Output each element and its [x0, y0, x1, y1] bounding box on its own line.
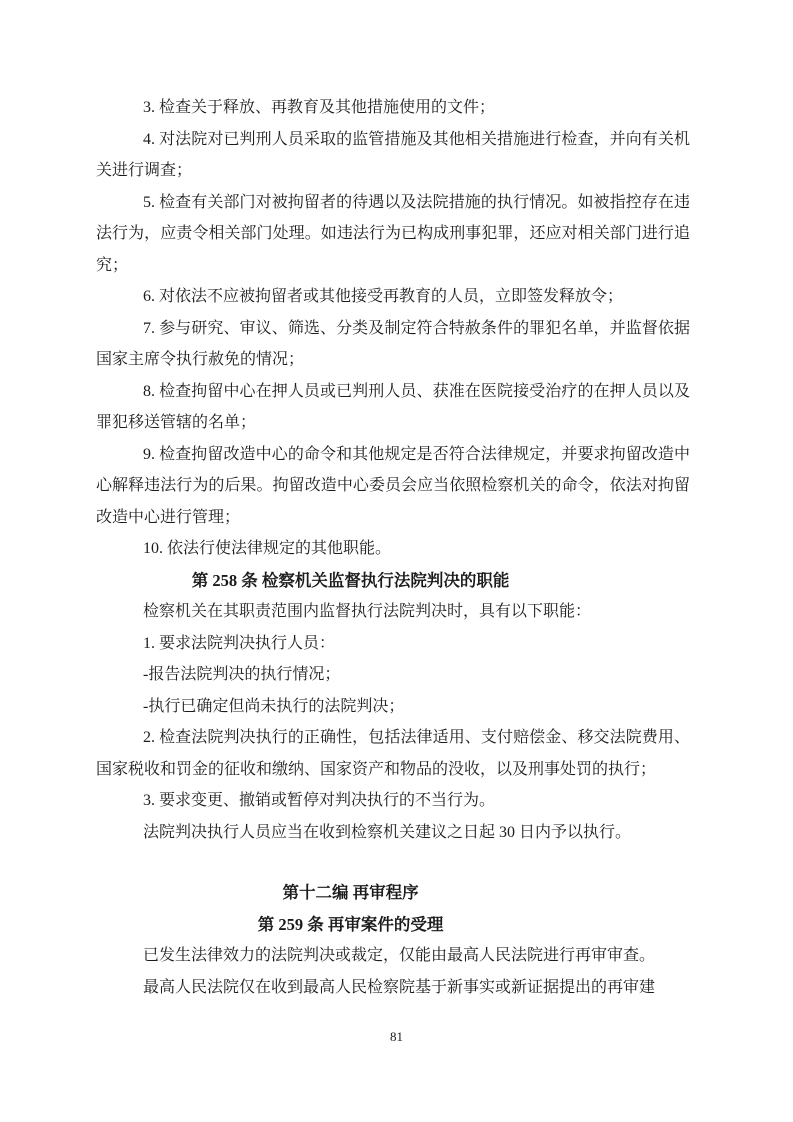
paragraph: 法院判决执行人员应当在收到检察机关建议之日起 30 日内予以执行。	[143, 823, 632, 841]
page-number: 81	[390, 1029, 403, 1044]
document-body	[96, 92, 690, 1003]
paragraph: 已发生法律效力的法院判决或裁定，仅能由最高人民法院进行再审审查。	[143, 947, 656, 964]
paragraph: 检察机关在其职责范围内监督执行法院判决时，具有以下职能：	[143, 603, 592, 620]
paragraph: 7. 参与研究、审议、筛选、分类及制定符合特赦条件的罪犯名单，并监督依据国家主席令执行赦免的情况；	[96, 319, 690, 368]
paragraph: 1. 要求法院判决执行人员：	[143, 634, 336, 652]
paragraph: 10. 依法行使法律规定的其他职能。	[143, 540, 392, 557]
section-heading: 第十二编 再审程序	[282, 883, 419, 902]
section-heading: 第 259 条 再审案件的受理	[257, 914, 444, 934]
section-heading: 第 258 条 检察机关监督执行法院判决的职能	[191, 570, 510, 590]
paragraph: 5. 检查有关部门对被拘留者的待遇以及法院措施的执行情况。如被指控存在违法行为，应责令相关部门处理。如违法行为已构成刑事犯罪，还应对相关部门进行追究；	[96, 193, 690, 274]
paragraph: 4. 对法院对已判刑人员采取的监管措施及其他相关措施进行检查，并向有关机关进行调查；	[96, 130, 690, 179]
paragraph: 最高人民法院仅在收到最高人民检察院基于新事实或新证据提出的再审建	[143, 978, 656, 996]
paragraph: 9. 检查拘留改造中心的命令和其他规定是否符合法律规定，并要求拘留改造中心解释违法行为的后果。拘留改造中心委员会应当依照检察机关的命令，依法对拘留改造中心进行管理；	[96, 445, 690, 526]
paragraph: 2. 检查法院判决执行的正确性，包括法律适用、支付赔偿金、移交法院费用、国家税收和罚金的征收和缴纳、国家资产和物品的没收，以及刑事处罚的执行；	[96, 729, 690, 778]
paragraph: -执行已确定但尚未执行的法院判决；	[143, 697, 405, 715]
paragraph: 3. 检查关于释放、再教育及其他措施使用的文件；	[143, 99, 496, 116]
paragraph: 8. 检查拘留中心在押人员或已判刑人员、获准在医院接受治疗的在押人员以及罪犯移送管辖的名单；	[96, 382, 690, 431]
paragraph: -报告法院判决的执行情况；	[143, 666, 341, 683]
paragraph: 6. 对依法不应被拘留者或其他接受再教育的人员，立即签发释放令；	[143, 288, 624, 305]
paragraph: 3. 要求变更、撤销或暂停对判决执行的不当行为。	[143, 792, 496, 809]
